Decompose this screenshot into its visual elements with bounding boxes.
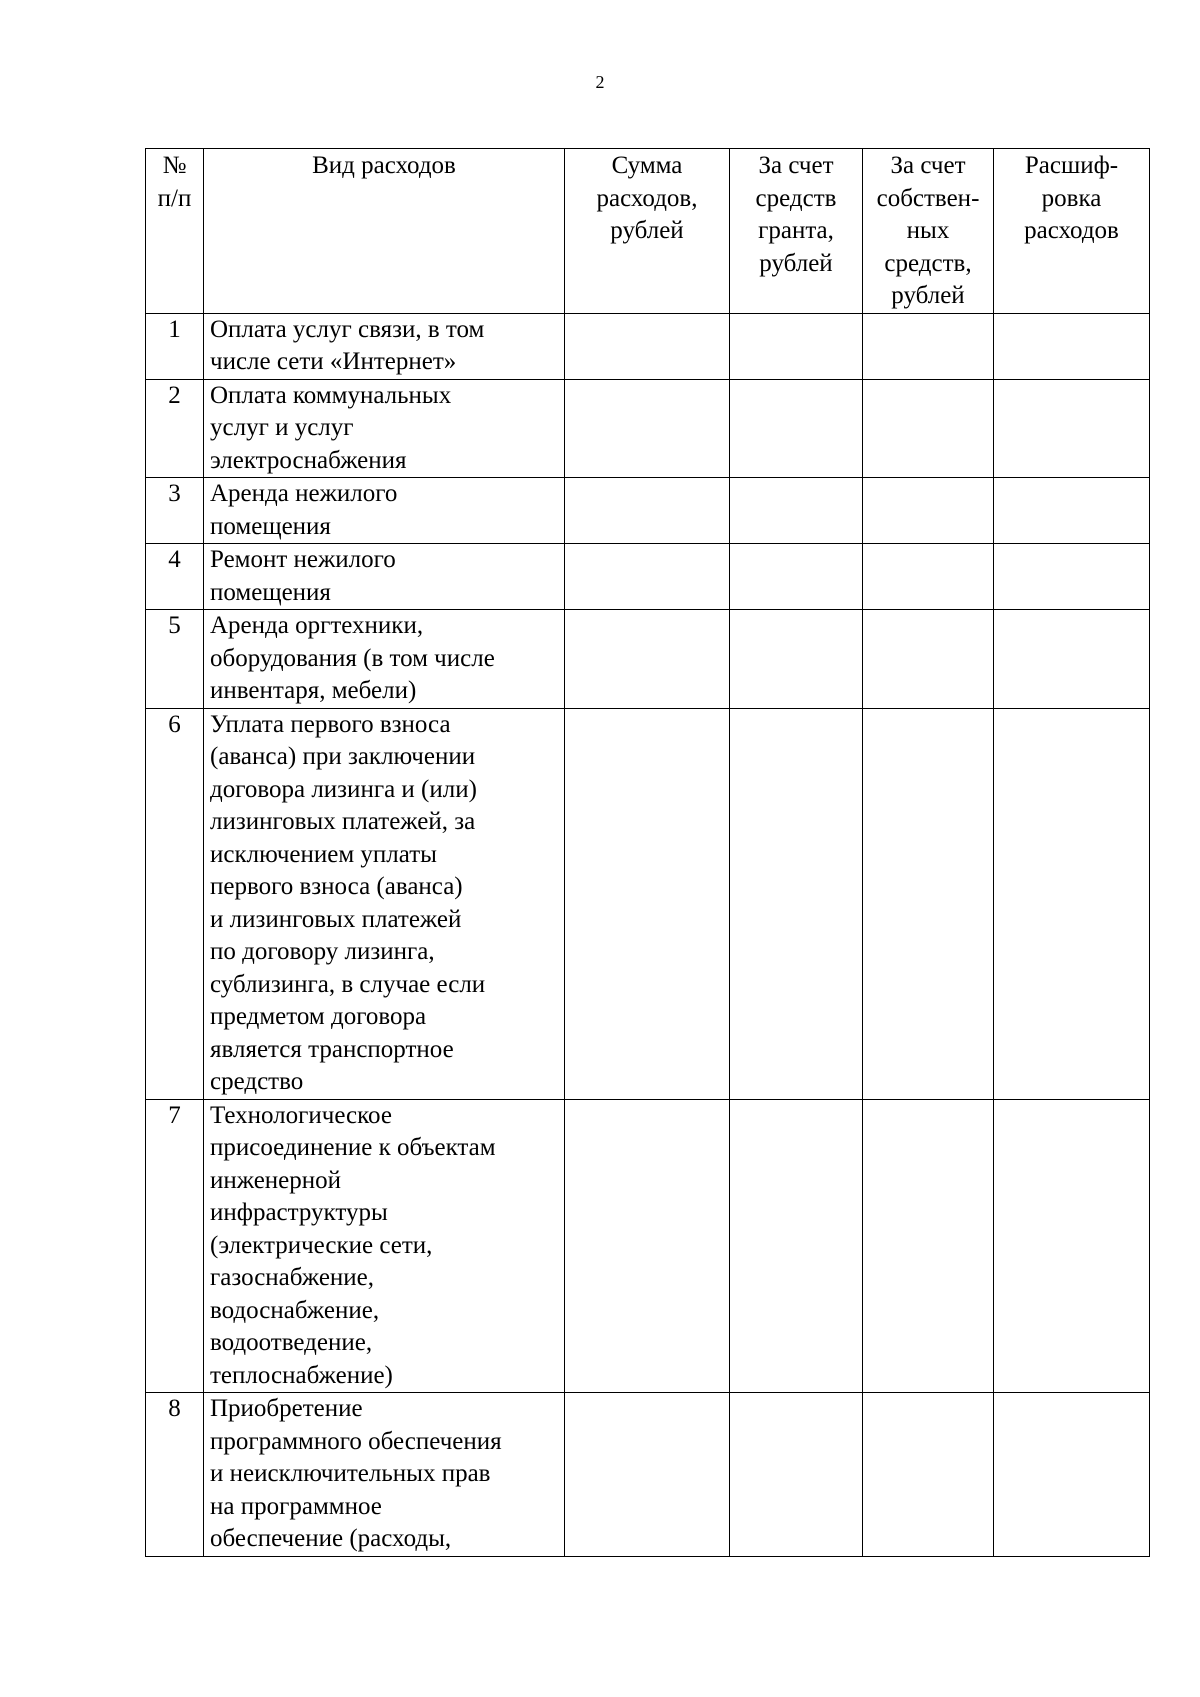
row-number: 1 — [146, 313, 204, 379]
table-row — [146, 1099, 1150, 1393]
expense-type-line: инженерной — [210, 1166, 342, 1194]
expense-type-line: Аренда оргтехники, — [210, 612, 424, 639]
expense-type-line: по договору лизинга, — [210, 938, 435, 965]
row-number: 7 — [146, 1099, 204, 1393]
header-grant-funds-line: гранта, — [758, 217, 834, 244]
amount-cell — [565, 1393, 730, 1557]
expenses-table — [145, 148, 1150, 1557]
grant-funds-cell — [730, 610, 863, 709]
amount-cell — [565, 610, 730, 709]
own-funds-cell — [863, 313, 994, 379]
grant-funds-cell — [730, 379, 863, 478]
decoding-cell — [994, 544, 1150, 610]
expense-type-line: водоотведение, — [210, 1329, 373, 1356]
table-row — [146, 478, 1150, 544]
expense-type-line: электроснабжения — [210, 446, 407, 474]
grant-funds-cell — [730, 478, 863, 544]
table-row — [146, 544, 1150, 610]
expense-type-cell — [204, 478, 565, 544]
amount-cell — [565, 313, 730, 379]
header-own-funds — [863, 149, 994, 314]
header-own-funds-line: рублей — [891, 282, 965, 309]
decoding-cell — [994, 379, 1150, 478]
grant-funds-cell — [730, 313, 863, 379]
table-row — [146, 1393, 1150, 1557]
expense-type-line: лизинговых платежей, за — [210, 808, 476, 835]
header-grant-funds-line: За счет — [758, 152, 834, 179]
header-grant-funds-line: рублей — [759, 249, 833, 277]
expense-type-line: водоснабжение, — [210, 1296, 380, 1324]
row-number: 6 — [146, 708, 204, 1099]
expense-type-cell — [204, 1099, 565, 1393]
table-row — [146, 708, 1150, 1099]
expense-type-line: предметом договора — [210, 1003, 427, 1030]
amount-cell — [565, 1099, 730, 1393]
table-body — [146, 313, 1150, 1556]
row-number: 8 — [146, 1393, 204, 1557]
page-number: 2 — [595, 72, 605, 92]
own-funds-cell — [863, 379, 994, 478]
own-funds-cell — [863, 544, 994, 610]
expense-type-line: услуг и услуг — [210, 414, 354, 441]
expense-type-line: исключением уплаты — [210, 840, 437, 868]
decoding-cell — [994, 313, 1150, 379]
expense-type-line: и лизинговых платежей — [210, 905, 462, 933]
grant-funds-cell — [730, 708, 863, 1099]
header-own-funds-line: За счет — [890, 152, 966, 179]
own-funds-cell — [863, 478, 994, 544]
expense-type-line: и неисключительных прав — [210, 1460, 491, 1487]
expense-type-line: является транспортное — [210, 1035, 454, 1063]
expense-type-line: Технологическое — [210, 1101, 392, 1129]
header-amount-line: рублей — [610, 217, 684, 244]
expense-type-line: помещения — [210, 512, 331, 540]
expense-type-line: Аренда нежилого — [210, 480, 398, 507]
grant-funds-cell — [730, 544, 863, 610]
grant-funds-cell — [730, 1393, 863, 1557]
decoding-cell — [994, 1099, 1150, 1393]
header-own-funds-line: ных — [906, 217, 950, 244]
header-number-line: п/п — [157, 184, 192, 212]
header-decoding-line: расходов — [1024, 217, 1119, 244]
header-amount-line: Сумма — [611, 152, 683, 179]
expense-type-cell — [204, 379, 565, 478]
expense-type-cell — [204, 1393, 565, 1557]
header-amount — [565, 149, 730, 314]
expense-type-line: присоединение к объектам — [210, 1134, 496, 1161]
header-row — [146, 149, 1150, 314]
row-number: 2 — [146, 379, 204, 478]
expense-type-cell — [204, 544, 565, 610]
expense-type-line: газоснабжение, — [210, 1264, 375, 1291]
row-number: 5 — [146, 610, 204, 709]
expense-type-cell — [204, 610, 565, 709]
own-funds-cell — [863, 708, 994, 1099]
expense-type-line: на программное — [210, 1492, 382, 1520]
header-own-funds-line: собствен- — [876, 184, 980, 212]
expense-type-line: числе сети «Интернет» — [210, 348, 457, 375]
row-number: 3 — [146, 478, 204, 544]
expense-type-cell — [204, 708, 565, 1099]
header-number — [146, 149, 204, 314]
expense-type-line: сублизинга, в случае если — [210, 970, 486, 998]
amount-cell — [565, 708, 730, 1099]
expense-type-line: Оплата услуг связи, в том — [210, 315, 485, 343]
header-decoding-line: Расшиф- — [1024, 152, 1119, 179]
table-row — [146, 379, 1150, 478]
expense-type-line: теплоснабжение) — [210, 1361, 393, 1389]
header-grant-funds-line: средств — [755, 184, 837, 212]
decoding-cell — [994, 708, 1150, 1099]
header-number-line: № — [162, 152, 187, 179]
header-expense-type — [204, 149, 565, 314]
header-decoding-line: ровка — [1041, 184, 1102, 212]
header-expense-type-line: Вид расходов — [312, 152, 456, 179]
expense-type-line: Уплата первого взноса — [210, 710, 451, 738]
expense-type-line: помещения — [210, 578, 331, 606]
expense-type-line: обеспечение (расходы, — [210, 1525, 452, 1552]
header-grant-funds — [730, 149, 863, 314]
expense-type-line: первого взноса (аванса) — [210, 873, 463, 900]
expense-type-line: оборудования (в том числе — [210, 644, 495, 672]
expense-type-line: средство — [210, 1068, 304, 1095]
expense-type-line: Ремонт нежилого — [210, 546, 396, 573]
expense-type-line: договора лизинга и (или) — [210, 775, 477, 803]
header-decoding — [994, 149, 1150, 314]
expense-type-line: инфраструктуры — [210, 1199, 388, 1226]
expense-type-line: инвентаря, мебели) — [210, 677, 417, 704]
table-row — [146, 313, 1150, 379]
expense-type-line: Приобретение — [210, 1395, 363, 1422]
decoding-cell — [994, 610, 1150, 709]
amount-cell — [565, 379, 730, 478]
amount-cell — [565, 478, 730, 544]
decoding-cell — [994, 478, 1150, 544]
grant-funds-cell — [730, 1099, 863, 1393]
expense-type-line: (электрические сети, — [210, 1231, 433, 1259]
expense-type-cell — [204, 313, 565, 379]
own-funds-cell — [863, 1099, 994, 1393]
expense-type-line: Оплата коммунальных — [210, 381, 452, 409]
decoding-cell — [994, 1393, 1150, 1557]
header-own-funds-line: средств, — [884, 249, 972, 277]
own-funds-cell — [863, 610, 994, 709]
header-amount-line: расходов, — [596, 184, 698, 212]
own-funds-cell — [863, 1393, 994, 1557]
row-number: 4 — [146, 544, 204, 610]
expense-type-line: (аванса) при заключении — [210, 743, 476, 770]
expense-type-line: программного обеспечения — [210, 1427, 502, 1455]
table-row — [146, 610, 1150, 709]
amount-cell — [565, 544, 730, 610]
